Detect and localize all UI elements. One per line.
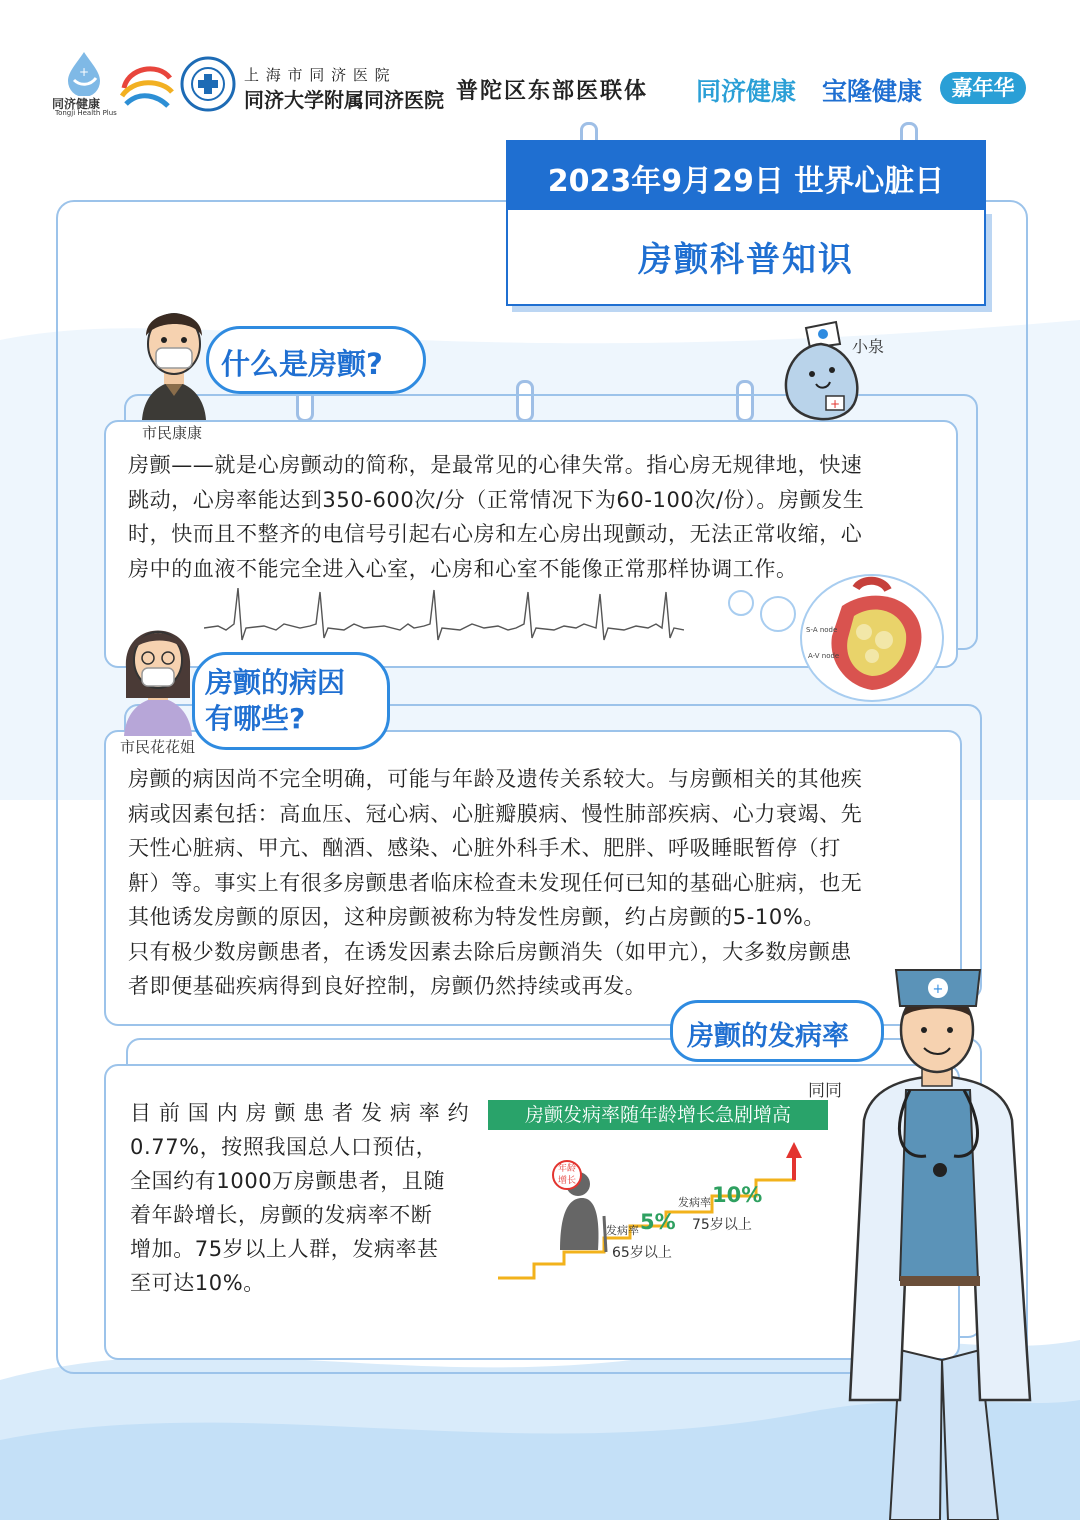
brand-baolong-health: 宝隆健康	[822, 77, 923, 106]
question-bubble-what-is-af	[206, 326, 426, 394]
question-causes-line2: 有哪些?	[205, 702, 306, 735]
brand-carnival-badge: 嘉年华	[940, 72, 1026, 104]
rate-value-65: 5%	[640, 1210, 676, 1234]
section2-line: 病或因素包括：高血压、冠心病、心脏瓣膜病、慢性肺部疾病、心力衰竭、先	[128, 801, 863, 826]
age-group-65: 65岁以上	[612, 1245, 672, 1261]
heart-illustration	[800, 574, 944, 702]
section3-line: 增加。75岁以上人群，发病率甚	[130, 1237, 439, 1261]
section1-line: 房颤——就是心房颤动的简称，是最常见的心律失常。指心房无规律地，快速	[128, 453, 863, 477]
logo1-caption-en: Tongji Health Plus	[55, 109, 117, 117]
section3-line: 至可达10%。	[130, 1271, 265, 1295]
rate-label-2: 发病率	[678, 1196, 711, 1209]
section2-line: 者即便基础疾病得到良好控制，房颤仍然持续或再发。	[128, 974, 647, 998]
section3-line: 目 前 国 内 房 颤 患 者 发 病 率 约	[130, 1101, 470, 1125]
section3-line: 全国约有1000万房颤患者，且随	[130, 1169, 446, 1193]
xiaoquan-label: 小泉	[852, 337, 885, 356]
tongtong-label: 同同	[808, 1081, 842, 1101]
age-group-75: 75岁以上	[692, 1217, 752, 1233]
section1-line: 跳动，心房率能达到350-600次/分（正常情况下为60-100次/份）。房颤发生	[128, 487, 865, 512]
citizen-kang-label: 市民康康	[142, 424, 203, 442]
swirl-logo-icon	[118, 58, 176, 112]
title-board	[506, 140, 986, 306]
hospital-name-line1: 上 海 市 同 济 医 院	[244, 66, 391, 84]
section2-line: 只有极少数房颤患者，在诱发因素去除后房颤消失（如甲亢），大多数房颤患	[128, 939, 852, 964]
hospital-seal-icon	[180, 56, 236, 112]
age-badge	[552, 1160, 582, 1190]
question-bubble-causes	[192, 652, 390, 750]
header	[0, 0, 1080, 130]
section3-text	[130, 1096, 480, 1300]
section2-text	[128, 762, 944, 1004]
question-causes-line1: 房颤的病因	[205, 666, 346, 699]
rate-label-1: 发病率	[606, 1224, 639, 1237]
ecg-waveform	[204, 588, 684, 644]
logo1-caption-cn: 同济健康	[52, 97, 101, 111]
svg-text:+: +	[932, 982, 944, 997]
tongji-health-logo-icon	[64, 50, 104, 96]
citizen-kang-avatar	[134, 296, 214, 420]
thought-bubble	[760, 596, 796, 632]
citizen-hua-label: 市民花花姐	[120, 738, 196, 756]
section2-line: 房颤的病因尚不完全明确，可能与年龄及遗传关系较大。与房颤相关的其他疾	[128, 767, 863, 791]
section2-line: 天性心脏病、甲亢、酗酒、感染、心脏外科手术、肥胖、呼吸睡眠暂停（打	[128, 836, 841, 860]
heart-label-sa: S-A node	[806, 626, 838, 634]
alliance-name: 普陀区东部医联体	[456, 79, 649, 104]
section3-line: 0.77%，按照我国总人口预估，	[130, 1135, 438, 1159]
page-title-date: 2023年9月29日 世界心脏日	[547, 164, 945, 199]
section2-line: 其他诱发房颤的原因，这种房颤被称为特发性房颤，约占房颤的5-10%。	[128, 905, 826, 929]
brand-tongji-health: 同济健康	[696, 77, 797, 106]
rate-value-75: 10%	[712, 1183, 763, 1207]
question-incidence: 房颤的发病率	[687, 1021, 849, 1052]
citizen-hua-avatar	[118, 608, 198, 736]
section3-line: 着年龄增长，房颤的发病率不断	[130, 1203, 433, 1227]
thought-bubble	[728, 590, 754, 616]
svg-text:+: +	[78, 65, 90, 79]
page-subtitle: 房颤科普知识	[638, 240, 854, 280]
section1-text	[128, 448, 938, 586]
age-badge-text: 年龄增长	[557, 1164, 576, 1186]
doctor-tongtong-illustration	[830, 960, 1050, 1520]
question-what-is-af: 什么是房颤?	[221, 347, 383, 381]
infographic-title: 房颤发病率随年龄增长急剧增高	[488, 1100, 828, 1130]
section2-line: 鼾）等。事实上有很多房颤患者临床检查未发现任何已知的基础心脏病，也无	[128, 870, 863, 895]
heart-label-av: A-V node	[808, 652, 840, 660]
svg-text:+: +	[829, 397, 841, 411]
hospital-name-line2: 同济大学附属同济医院	[244, 88, 444, 112]
section1-line: 房中的血液不能完全进入心室，心房和心室不能像正常那样协调工作。	[128, 556, 798, 581]
xiaoquan-mascot	[776, 304, 866, 424]
section1-line: 时，快而且不整齐的电信号引起右心房和左心房出现颤动，无法正常收缩，心	[128, 522, 863, 546]
